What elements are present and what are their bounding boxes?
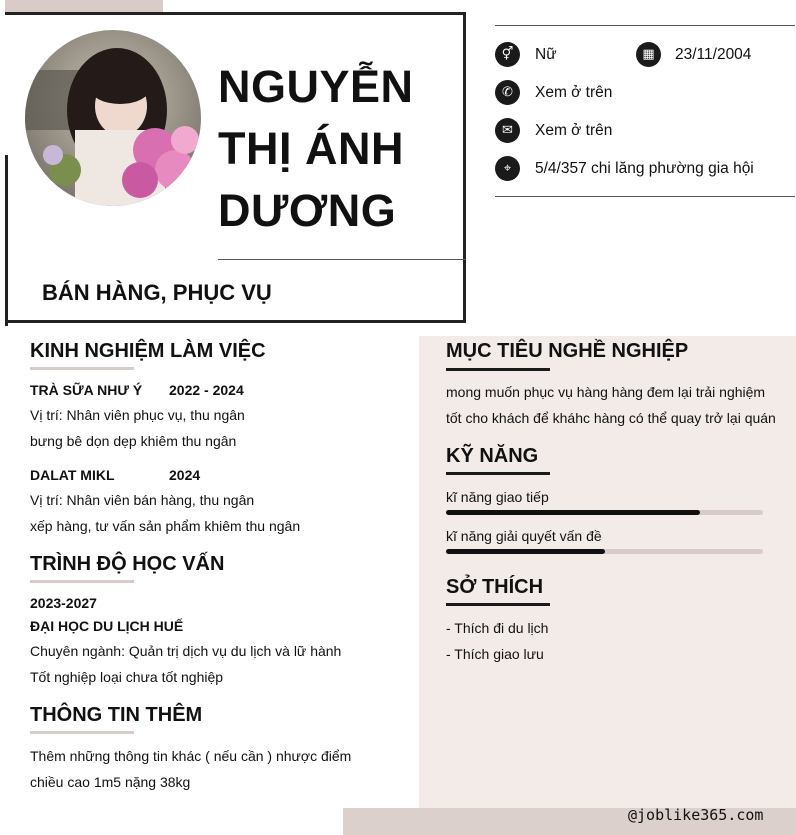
education-period: 2023-2027	[30, 595, 97, 611]
experience-1-desc: bưng bê dọn dẹp khiêm thu ngân	[30, 433, 237, 449]
objective-underline	[446, 368, 550, 371]
name-divider	[218, 259, 466, 260]
contact-email	[495, 118, 612, 143]
email-value: Xem ở trên	[535, 121, 613, 139]
contact-address	[495, 156, 754, 181]
email-icon: ✉	[495, 118, 520, 143]
phone-icon: ✆	[495, 80, 520, 105]
experience-1-company: TRÀ SỮA NHƯ Ý	[30, 382, 143, 398]
name-line-1: NGUYỄN	[218, 61, 414, 112]
education-school: ĐẠI HỌC DU LỊCH HUẾ	[30, 618, 184, 634]
phone-value: Xem ở trên	[535, 83, 613, 101]
extra-info-underline	[30, 731, 134, 734]
candidate-name	[218, 56, 458, 242]
hobby-2: - Thích giao lưu	[446, 646, 544, 662]
hobbies-underline	[446, 603, 550, 606]
skill-2-name: kĩ năng giải quyết vấn đề	[446, 528, 602, 544]
skill-1-name: kĩ năng giao tiếp	[446, 489, 549, 505]
header-frame-left-edge	[5, 155, 8, 326]
address-value: 5/4/357 chi lăng phường gia hội	[535, 159, 754, 177]
education-title: TRÌNH ĐỘ HỌC VẤN	[30, 553, 225, 575]
hobby-1: - Thích đi du lịch	[446, 620, 549, 636]
experience-underline	[30, 367, 134, 370]
objective-title: MỤC TIÊU NGHỀ NGHIỆP	[446, 340, 689, 362]
experience-2-company: DALAT MIKL	[30, 467, 115, 483]
location-icon: ⌖	[495, 156, 520, 181]
contact-gender	[495, 42, 557, 67]
calendar-icon: ▦	[636, 42, 661, 67]
extra-info-title: THÔNG TIN THÊM	[30, 704, 203, 726]
gender-value: Nữ	[535, 45, 557, 63]
skill-1-bar	[446, 510, 763, 515]
experience-1-role: Vị trí: Nhân viên phục vụ, thu ngân	[30, 407, 245, 423]
job-position: BÁN HÀNG, PHỤC VỤ	[42, 280, 272, 305]
skill-2-fill	[446, 549, 605, 554]
experience-2-desc: xếp hàng, tư vấn sản phẩm khiêm thu ngân	[30, 518, 301, 534]
contact-birthdate	[636, 42, 751, 67]
skills-title: KỸ NĂNG	[446, 445, 539, 467]
education-underline	[30, 580, 134, 583]
education-major: Chuyên ngành: Quản trị dịch vụ du lịch và lữ hành	[30, 643, 342, 659]
skills-underline	[446, 472, 550, 475]
education-note: Tốt nghiệp loại chưa tốt nghiệp	[30, 669, 224, 685]
objective-line-1: mong muốn phục vụ hàng hàng đem lại trải nghiệm	[446, 384, 766, 400]
extra-info-line-1: Thêm những thông tin khác ( nếu cần ) nhược điểm	[30, 748, 352, 764]
experience-1-period: 2022 - 2024	[169, 382, 244, 398]
experience-title: KINH NGHIỆM LÀM VIỆC	[30, 340, 266, 362]
gender-icon: ⚥	[495, 42, 520, 67]
extra-info-line-2: chiều cao 1m5 nặng 38kg	[30, 774, 191, 790]
name-line-3: DƯƠNG	[218, 185, 397, 236]
contact-phone	[495, 80, 612, 105]
contact-bottom-divider	[495, 196, 795, 197]
objective-line-2: tốt cho khách để kháhc hàng có thể quay trở lại quán	[446, 410, 776, 426]
skill-1-fill	[446, 510, 700, 515]
hobbies-title: SỞ THÍCH	[446, 576, 544, 598]
avatar	[25, 30, 201, 206]
name-line-2: THỊ ÁNH	[218, 123, 404, 174]
skill-2-bar	[446, 549, 763, 554]
experience-2-role: Vị trí: Nhân viên bán hàng, thu ngân	[30, 492, 255, 508]
footer-watermark: @joblike365.com	[628, 806, 764, 824]
birthdate-value: 23/11/2004	[675, 45, 752, 63]
contact-top-divider	[495, 25, 795, 26]
experience-2-period: 2024	[169, 467, 201, 483]
